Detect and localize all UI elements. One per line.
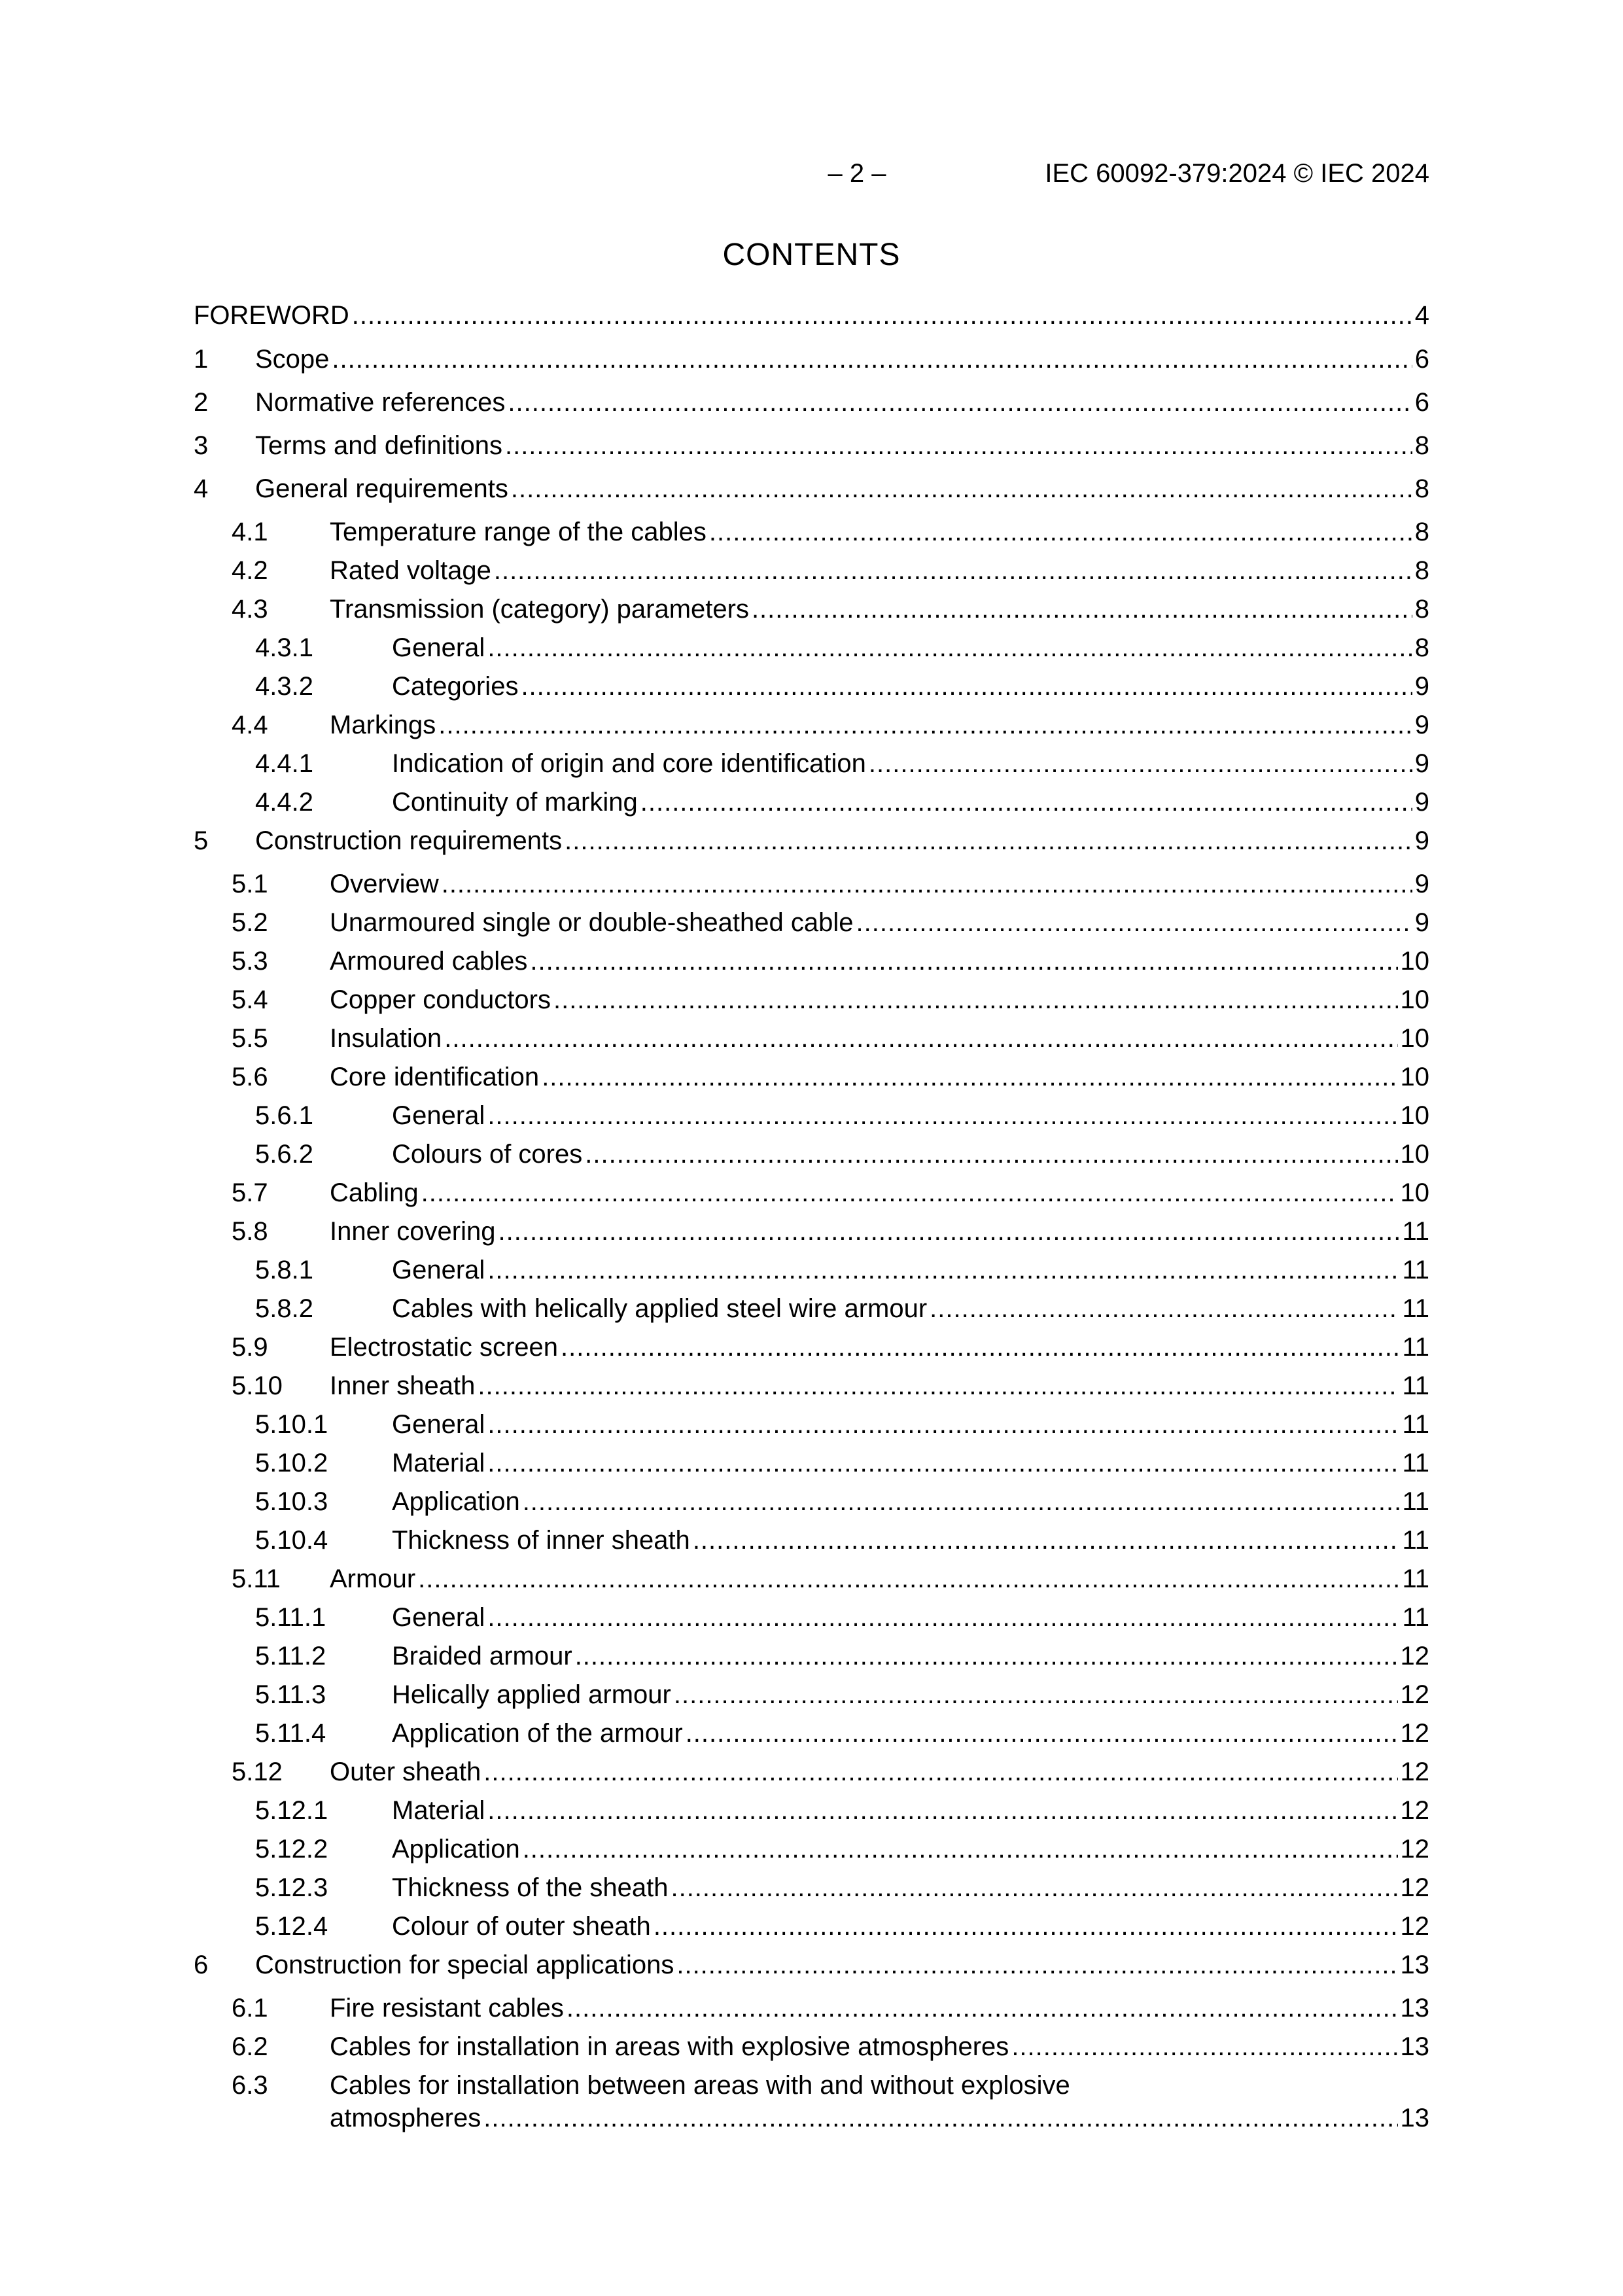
toc-entry-number: 5.8.1	[255, 1256, 313, 1284]
toc-leader-dots	[654, 1908, 1398, 1945]
toc-entry-number: 4.4.2	[255, 788, 313, 817]
toc-entry[interactable]	[194, 784, 1429, 821]
toc-entry-page: 9	[1414, 870, 1429, 898]
toc-entry-label: Braided armour	[392, 1642, 572, 1670]
toc-leader-dots	[856, 904, 1412, 941]
toc-leader-dots	[567, 1990, 1398, 2026]
toc-entry[interactable]	[194, 1947, 1429, 1983]
toc-leader-dots	[487, 1097, 1397, 1134]
toc-entry-number: 5.10.1	[255, 1410, 328, 1439]
toc-entry[interactable]	[194, 1908, 1429, 1945]
toc-leader-dots	[565, 822, 1412, 859]
toc-entry-page: 8	[1414, 431, 1429, 460]
toc-entry[interactable]	[194, 1792, 1429, 1829]
toc-entry-label: Thickness of inner sheath	[392, 1526, 690, 1555]
toc-entry-page: 10	[1400, 1101, 1429, 1130]
toc-entry-page: 12	[1400, 1642, 1429, 1670]
toc-entry-label: Armoured cables	[330, 947, 528, 976]
toc-entry-label: Inner covering	[330, 1217, 496, 1246]
toc-entry-number: 5.12.3	[255, 1873, 328, 1902]
toc-entry-number: 4.4	[232, 711, 268, 739]
toc-entry-page: 10	[1400, 1024, 1429, 1053]
toc-leader-dots	[487, 629, 1412, 666]
toc-entry-number: 5.11.3	[255, 1680, 326, 1709]
toc-entry[interactable]	[194, 1136, 1429, 1173]
toc-leader-dots	[352, 297, 1412, 334]
toc-entry-page: 9	[1414, 672, 1429, 701]
toc-leader-dots	[487, 1445, 1399, 1481]
toc-entry-label: Outer sheath	[330, 1757, 481, 1786]
toc-entry-number: 5.2	[232, 908, 268, 937]
toc-leader-dots	[585, 1136, 1397, 1173]
toc-entry[interactable]	[194, 384, 1429, 421]
toc-leader-dots	[1011, 2028, 1397, 2065]
document-identifier: IEC 60092-379:2024 © IEC 2024	[1045, 159, 1429, 188]
toc-entry[interactable]	[194, 1831, 1429, 1867]
toc-entry-label: Terms and definitions	[255, 431, 502, 460]
toc-leader-dots	[444, 1020, 1397, 1057]
toc-entry-page: 8	[1414, 474, 1429, 503]
toc-entry-number: 5.3	[232, 947, 268, 976]
toc-entry-number: 4.3.1	[255, 633, 313, 662]
toc-entry[interactable]	[194, 470, 1429, 507]
toc-entry-label: Categories	[392, 672, 519, 701]
toc-entry[interactable]	[194, 427, 1429, 464]
toc-entry-number: 5.4	[232, 985, 268, 1014]
toc-entry-number: 5.11.4	[255, 1719, 326, 1748]
toc-leader-dots	[483, 2100, 1397, 2136]
toc-entry-number: 5.12.1	[255, 1796, 328, 1825]
toc-entry-label: Construction for special applications	[255, 1951, 674, 1979]
toc-entry-label: Material	[392, 1449, 485, 1477]
toc-leader-dots	[693, 1522, 1400, 1559]
toc-entry[interactable]	[194, 1213, 1429, 1250]
toc-leader-dots	[709, 514, 1412, 550]
toc-leader-dots	[505, 427, 1412, 464]
toc-entry-label: Thickness of the sheath	[392, 1873, 669, 1902]
toc-entry-page: 8	[1414, 518, 1429, 546]
toc-leader-dots	[487, 1792, 1397, 1829]
toc-entry[interactable]	[194, 1638, 1429, 1674]
toc-leader-dots	[542, 1059, 1397, 1095]
toc-entry[interactable]	[194, 1252, 1429, 1288]
toc-entry-label: Colours of cores	[392, 1140, 583, 1169]
toc-leader-dots	[332, 341, 1412, 378]
toc-leader-dots	[487, 1406, 1399, 1443]
toc-leader-dots	[930, 1290, 1399, 1327]
toc-entry-label: Unarmoured single or double-sheathed cable	[330, 908, 854, 937]
toc-entry-number: 5.10.4	[255, 1526, 328, 1555]
toc-entry-number: 5.12.2	[255, 1835, 328, 1863]
toc-entry-label: Scope	[255, 345, 330, 374]
toc-leader-dots	[553, 981, 1398, 1018]
toc-entry-label: Fire resistant cables	[330, 1994, 564, 2022]
toc-entry-page: 12	[1400, 1873, 1429, 1902]
toc-entry[interactable]	[194, 1522, 1429, 1559]
toc-entry-page: 10	[1400, 985, 1429, 1014]
toc-entry-page: 13	[1400, 1994, 1429, 2022]
toc-entry-label: Helically applied armour	[392, 1680, 671, 1709]
toc-leader-dots	[674, 1676, 1398, 1713]
toc-entry-label: Application of the armour	[392, 1719, 683, 1748]
toc-entry-number: 5.11.1	[255, 1603, 326, 1632]
toc-entry[interactable]	[194, 1599, 1429, 1636]
toc-entry-number: 6.3	[232, 2071, 268, 2100]
toc-leader-dots	[508, 384, 1412, 421]
toc-entry-label: Continuity of marking	[392, 788, 638, 817]
toc-entry-page: 11	[1402, 1564, 1429, 1593]
toc-entry-page: 11	[1402, 1526, 1429, 1555]
toc-entry-page: 11	[1402, 1217, 1429, 1246]
toc-entry[interactable]	[194, 1715, 1429, 1752]
toc-leader-dots	[640, 784, 1412, 821]
toc-entry-number: 5.6	[232, 1063, 268, 1091]
toc-entry-page: 9	[1414, 908, 1429, 937]
toc-entry-label: Application	[392, 1487, 520, 1516]
toc-entry-number: 4	[194, 474, 209, 503]
toc-entry-number: 5.1	[232, 870, 268, 898]
toc-entry-number: 5.6.1	[255, 1101, 313, 1130]
toc-entry-label: General	[392, 1101, 485, 1130]
toc-entry-label: Cables with helically applied steel wire armour	[392, 1294, 928, 1323]
toc-entry-page: 12	[1400, 1796, 1429, 1825]
toc-entry-number: 5.7	[232, 1178, 268, 1207]
toc-entry-page: 11	[1402, 1449, 1429, 1477]
toc-entry-label: General	[392, 633, 485, 662]
toc-entry-page: 10	[1400, 1178, 1429, 1207]
toc-entry-label: Colour of outer sheath	[392, 1912, 651, 1941]
toc-entry-label: FOREWORD	[194, 301, 349, 330]
toc-entry-page: 11	[1402, 1603, 1429, 1632]
toc-entry-label: Construction requirements	[255, 826, 563, 855]
toc-leader-dots	[523, 1483, 1400, 1520]
toc-entry[interactable]	[194, 1561, 1429, 1597]
toc-entry-page: 10	[1400, 1063, 1429, 1091]
toc-entry-page: 10	[1400, 947, 1429, 976]
toc-entry-page: 9	[1414, 826, 1429, 855]
toc-entry[interactable]	[194, 866, 1429, 902]
toc-leader-dots	[575, 1638, 1398, 1674]
toc-entry-page: 13	[1400, 2032, 1429, 2061]
toc-entry-label: Material	[392, 1796, 485, 1825]
toc-entry-label: atmospheres	[330, 2104, 481, 2132]
toc-leader-dots	[418, 1561, 1399, 1597]
toc-entry[interactable]	[194, 2028, 1429, 2065]
toc-leader-dots	[494, 552, 1412, 589]
toc-leader-dots	[478, 1368, 1399, 1404]
toc-leader-dots	[487, 1599, 1399, 1636]
toc-entry-page: 12	[1400, 1835, 1429, 1863]
toc-entry[interactable]	[194, 552, 1429, 589]
toc-entry-page: 11	[1402, 1294, 1429, 1323]
toc-entry-label: Inner sheath	[330, 1371, 476, 1400]
toc-entry[interactable]	[194, 1676, 1429, 1713]
toc-leader-dots	[438, 707, 1412, 743]
toc-entry[interactable]	[194, 707, 1429, 743]
toc-entry-number: 4.4.1	[255, 749, 313, 778]
toc-leader-dots	[671, 1869, 1397, 1906]
toc-entry[interactable]	[194, 745, 1429, 782]
toc-entry[interactable]	[194, 822, 1429, 859]
toc-entry-page: 6	[1414, 388, 1429, 417]
toc-entry[interactable]	[194, 1290, 1429, 1327]
toc-entry-label: Rated voltage	[330, 556, 491, 585]
toc-entry-label: Electrostatic screen	[330, 1333, 559, 1362]
toc-entry[interactable]	[194, 1174, 1429, 1211]
toc-entry[interactable]	[194, 1020, 1429, 1057]
toc-entry[interactable]	[194, 514, 1429, 550]
toc-entry-number: 2	[194, 388, 209, 417]
toc-entry[interactable]	[194, 981, 1429, 1018]
toc-leader-dots	[511, 470, 1412, 507]
toc-entry-label: General	[392, 1603, 485, 1632]
toc-entry-page: 8	[1414, 633, 1429, 662]
toc-entry-page: 11	[1402, 1333, 1429, 1362]
toc-entry-page: 9	[1414, 749, 1429, 778]
toc-entry-label: Copper conductors	[330, 985, 551, 1014]
toc-entry-number: 5.6.2	[255, 1140, 313, 1169]
toc-entry[interactable]	[194, 629, 1429, 666]
toc-entry-number: 5.8.2	[255, 1294, 313, 1323]
toc-entry[interactable]	[194, 904, 1429, 941]
toc-entry-label: General	[392, 1410, 485, 1439]
toc-entry-number: 5.10.3	[255, 1487, 328, 1516]
toc-entry[interactable]	[194, 668, 1429, 705]
toc-leader-dots	[498, 1213, 1399, 1250]
toc-entry-page: 13	[1400, 2104, 1429, 2132]
toc-entry-page: 8	[1414, 595, 1429, 624]
toc-entry[interactable]	[194, 1445, 1429, 1481]
toc-entry[interactable]	[194, 1869, 1429, 1906]
toc-entry-number: 6.2	[232, 2032, 268, 2061]
toc-entry-number: 5.5	[232, 1024, 268, 1053]
toc-leader-dots	[483, 1754, 1397, 1790]
toc-leader-dots	[561, 1329, 1399, 1366]
toc-entry-number: 4.1	[232, 518, 268, 546]
toc-entry[interactable]	[194, 1097, 1429, 1134]
toc-entry-page: 11	[1402, 1410, 1429, 1439]
toc-entry[interactable]	[194, 1990, 1429, 2026]
toc-entry-number: 4.3.2	[255, 672, 313, 701]
toc-entry[interactable]	[194, 1059, 1429, 1095]
toc-entry-number: 5.10.2	[255, 1449, 328, 1477]
toc-leader-dots	[686, 1715, 1398, 1752]
toc-entry[interactable]	[194, 1406, 1429, 1443]
toc-entry-label: Armour	[330, 1564, 416, 1593]
toc-leader-dots	[752, 591, 1412, 627]
toc-entry-number: 5.11	[232, 1564, 281, 1593]
toc-entry-label: Insulation	[330, 1024, 442, 1053]
toc-entry-page: 9	[1414, 788, 1429, 817]
toc-entry-number: 5.12	[232, 1757, 283, 1786]
toc-entry-label: Transmission (category) parameters	[330, 595, 749, 624]
page-number: – 2 –	[828, 159, 886, 188]
toc-leader-dots	[676, 1947, 1397, 1983]
toc-entry-page: 13	[1400, 1951, 1429, 1979]
toc-leader-dots	[442, 866, 1412, 902]
toc-leader-dots	[523, 1831, 1398, 1867]
toc-entry-page: 12	[1400, 1757, 1429, 1786]
toc-entry-number: 5.10	[232, 1371, 283, 1400]
toc-entry-label: Application	[392, 1835, 520, 1863]
toc-entry-page: 10	[1400, 1140, 1429, 1169]
toc-entry-label: Cables for installation between areas with and without explosive	[330, 2071, 1070, 2100]
toc-entry-number: 6	[194, 1951, 209, 1979]
toc-entry-page: 9	[1414, 711, 1429, 739]
toc-entry-label: General	[392, 1256, 485, 1284]
toc-entry[interactable]	[194, 591, 1429, 627]
toc-entry-label: Indication of origin and core identification	[392, 749, 866, 778]
toc-entry-page: 6	[1414, 345, 1429, 374]
toc-entry-page: 12	[1400, 1719, 1429, 1748]
toc-entry-number: 1	[194, 345, 209, 374]
toc-entry-label: Normative references	[255, 388, 506, 417]
toc-leader-dots	[869, 745, 1412, 782]
page-title: CONTENTS	[722, 238, 901, 272]
toc-entry[interactable]	[194, 943, 1429, 980]
toc-entry-label: Cabling	[330, 1178, 419, 1207]
toc-entry[interactable]	[194, 297, 1429, 334]
toc-entry-page: 11	[1402, 1487, 1429, 1516]
toc-entry-page: 4	[1414, 301, 1429, 330]
toc-entry-page: 12	[1400, 1680, 1429, 1709]
toc-entry[interactable]	[194, 2067, 1429, 2132]
toc-entry-number: 5	[194, 826, 209, 855]
toc-entry[interactable]	[194, 1754, 1429, 1790]
toc-leader-dots	[487, 1252, 1399, 1288]
toc-entry-label: Cables for installation in areas with explosive atmospheres	[330, 2032, 1009, 2061]
toc-entry-label: Temperature range of the cables	[330, 518, 707, 546]
toc-entry-number: 5.12.4	[255, 1912, 328, 1941]
toc-entry[interactable]	[194, 1368, 1429, 1404]
toc-entry-number: 3	[194, 431, 209, 460]
toc-leader-dots	[521, 668, 1412, 705]
toc-entry-label: Overview	[330, 870, 439, 898]
toc-entry-number: 4.3	[232, 595, 268, 624]
toc-entry-label: Markings	[330, 711, 436, 739]
toc-entry-page: 11	[1402, 1371, 1429, 1400]
toc-entry-number: 6.1	[232, 1994, 268, 2022]
toc-entry[interactable]	[194, 1329, 1429, 1366]
toc-entry[interactable]	[194, 341, 1429, 378]
toc-entry-label: Core identification	[330, 1063, 540, 1091]
toc-leader-dots	[421, 1174, 1398, 1211]
toc-entry-number: 4.2	[232, 556, 268, 585]
toc-entry-number: 5.8	[232, 1217, 268, 1246]
toc-entry-number: 5.9	[232, 1333, 268, 1362]
toc-entry-page: 12	[1400, 1912, 1429, 1941]
toc-entry-label: General requirements	[255, 474, 508, 503]
toc-leader-dots	[530, 943, 1397, 980]
toc-entry-page: 8	[1414, 556, 1429, 585]
toc-entry-page: 11	[1402, 1256, 1429, 1284]
toc-entry-number: 5.11.2	[255, 1642, 326, 1670]
toc-entry[interactable]	[194, 1483, 1429, 1520]
